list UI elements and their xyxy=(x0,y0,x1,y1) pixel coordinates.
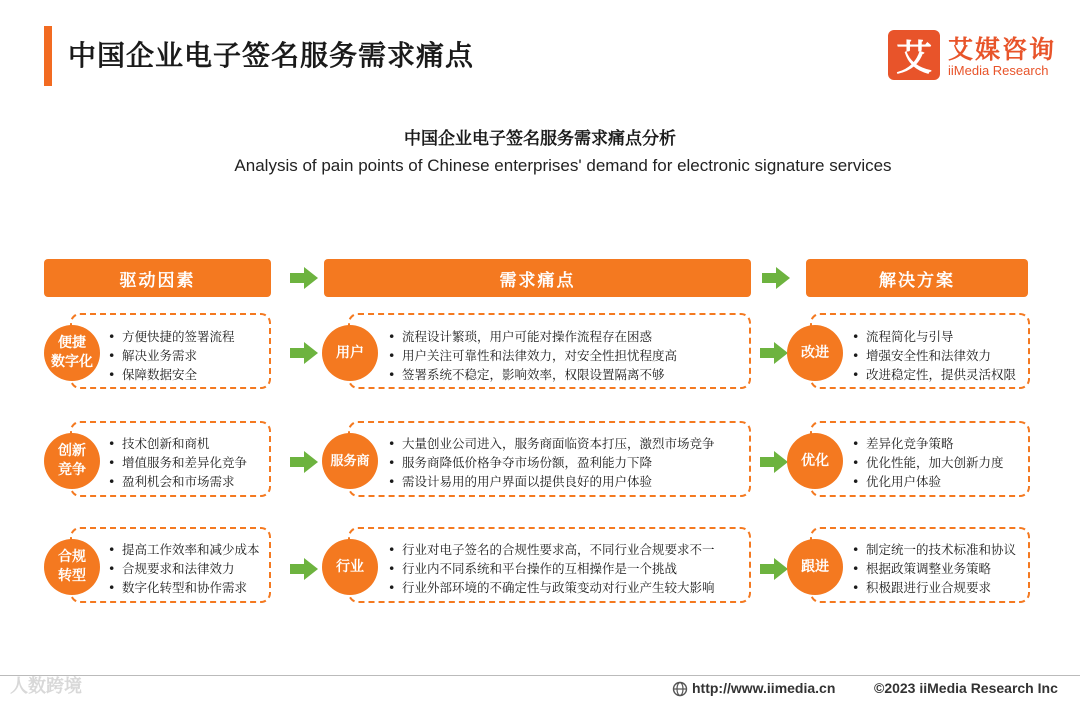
list-item: • 制定统一的技术标准和协议 xyxy=(852,540,1028,559)
solution-box xyxy=(810,421,1030,497)
arrow-right-icon xyxy=(290,451,318,473)
page-title: 中国企业电子签名服务需求痛点 xyxy=(68,39,475,72)
arrow-right-icon xyxy=(760,558,788,580)
footer-divider xyxy=(0,675,1080,676)
subtitle-en: Analysis of pain points of Chinese enterprises' demand for electronic signature services xyxy=(234,156,892,175)
list-item: • 合规要求和法律效力 xyxy=(108,559,269,578)
driver-tag: 便捷 数字化 xyxy=(44,325,100,381)
list-item: • 行业对电子签名的合规性要求高，不同行业合规要求不一 xyxy=(388,540,749,559)
list-item: • 需设计易用的用户界面以提供良好的用户体验 xyxy=(388,472,749,491)
header-solutions: 解决方案 xyxy=(806,259,1028,297)
solution-tag: 优化 xyxy=(787,433,843,489)
solution-box xyxy=(810,527,1030,603)
solution-tag: 跟进 xyxy=(787,539,843,595)
arrow-right-icon xyxy=(762,267,790,289)
list-item: • 优化性能，加大创新力度 xyxy=(852,453,1028,472)
pain-tag: 行业 xyxy=(322,539,378,595)
list-item: • 提高工作效率和减少成本 xyxy=(108,540,269,559)
driver-box xyxy=(70,527,271,603)
driver-tag: 创新 竞争 xyxy=(44,433,100,489)
header-pain-points: 需求痛点 xyxy=(324,259,751,297)
pain-box xyxy=(348,313,751,389)
pain-tag: 服务商 xyxy=(322,433,378,489)
logo-mark: 艾 xyxy=(888,30,940,80)
globe-icon xyxy=(672,681,688,697)
list-item: • 解决业务需求 xyxy=(108,346,269,365)
logo-en-text: iiMedia Research xyxy=(948,63,1049,78)
pain-tag: 用户 xyxy=(322,325,378,381)
list-item: • 差异化竞争策略 xyxy=(852,434,1028,453)
list-item: • 流程简化与引导 xyxy=(852,327,1028,346)
list-item: • 用户关注可靠性和法律效力，对安全性担忧程度高 xyxy=(388,346,749,365)
solution-tag: 改进 xyxy=(787,325,843,381)
driver-box xyxy=(70,313,271,389)
list-item: • 方便快捷的签署流程 xyxy=(108,327,269,346)
footer-url-link[interactable]: http://www.iimedia.cn xyxy=(692,680,836,696)
footer-copyright: ©2023 iiMedia Research Inc xyxy=(874,680,1058,696)
header-drivers: 驱动因素 xyxy=(44,259,271,297)
arrow-right-icon xyxy=(290,558,318,580)
list-item: • 保障数据安全 xyxy=(108,365,269,384)
driver-tag: 合规 转型 xyxy=(44,539,100,595)
list-item: • 技术创新和商机 xyxy=(108,434,269,453)
list-item: • 行业外部环境的不确定性与政策变动对行业产生较大影响 xyxy=(388,578,749,597)
list-item: • 数字化转型和协作需求 xyxy=(108,578,269,597)
list-item: • 服务商降低价格争夺市场份额，盈利能力下降 xyxy=(388,453,749,472)
list-item: • 签署系统不稳定，影响效率，权限设置隔离不够 xyxy=(388,365,749,384)
list-item: • 大量创业公司进入，服务商面临资本打压，激烈市场竞争 xyxy=(388,434,749,453)
list-item: • 优化用户体验 xyxy=(852,472,1028,491)
pain-box xyxy=(348,527,751,603)
subtitle-cn: 中国企业电子签名服务需求痛点分析 xyxy=(404,129,676,149)
logo-cn-text: 艾媒咨询 xyxy=(948,35,1057,64)
arrow-right-icon xyxy=(760,451,788,473)
driver-box xyxy=(70,421,271,497)
list-item: • 增值服务和差异化竞争 xyxy=(108,453,269,472)
list-item: • 流程设计繁琐，用户可能对操作流程存在困惑 xyxy=(388,327,749,346)
arrow-right-icon xyxy=(290,267,318,289)
iimedia-logo xyxy=(888,30,1068,84)
list-item: • 积极跟进行业合规要求 xyxy=(852,578,1028,597)
pain-box xyxy=(348,421,751,497)
title-accent-bar xyxy=(44,26,52,86)
list-item: • 盈利机会和市场需求 xyxy=(108,472,269,491)
list-item: • 增强安全性和法律效力 xyxy=(852,346,1028,365)
list-item: • 改进稳定性，提供灵活权限 xyxy=(852,365,1028,384)
solution-box xyxy=(810,313,1030,389)
watermark: 人数跨境 xyxy=(10,676,82,697)
list-item: • 行业内不同系统和平台操作的互相操作是一个挑战 xyxy=(388,559,749,578)
list-item: • 根据政策调整业务策略 xyxy=(852,559,1028,578)
arrow-right-icon xyxy=(290,342,318,364)
arrow-right-icon xyxy=(760,342,788,364)
